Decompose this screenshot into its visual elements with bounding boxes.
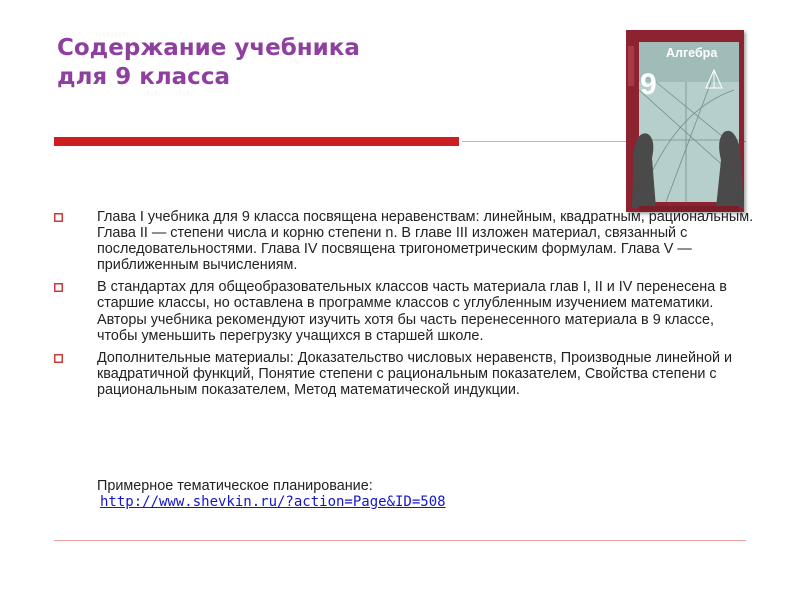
planning-label: Примерное тематическое планирование: xyxy=(97,478,373,494)
hollow-square-bullet-icon xyxy=(54,213,63,222)
title-line-1: Содержание учебника xyxy=(57,35,360,61)
list-item xyxy=(54,279,754,343)
list-item xyxy=(54,350,754,398)
list-item xyxy=(54,209,754,273)
slide-title xyxy=(57,34,477,92)
cover-subject-text: Алгебра xyxy=(666,46,718,60)
hollow-square-bullet-icon xyxy=(54,354,63,363)
cover-grade-text: 9 xyxy=(640,68,657,101)
list-item-text: Дополнительные материалы: Доказательство числовых неравенств, Производные линейной и квадратичной функций, Понятие степени с рациональным показателем, Свойства степени с рациональным показателем, Метод математической индукции. xyxy=(97,349,733,398)
title-accent-bar xyxy=(54,137,459,146)
list-item-text: В стандартах для общеобразовательных классов часть материала глав I, II и IV перенесена в старшие классы, но оставлена в программе классов с углубленным изучением математики. Авторы учебника рекомендуют изучить хотя бы часть перенесенного материала в 9 классе, чтобы уменьшить перегрузку учащихся в старшей школе. xyxy=(97,279,727,344)
planning-section xyxy=(97,478,446,510)
hollow-square-bullet-icon xyxy=(54,283,63,292)
planning-link[interactable]: http://www.shevkin.ru/?action=Page&ID=508 xyxy=(100,494,446,511)
textbook-cover-image xyxy=(626,30,744,212)
content-list xyxy=(54,209,754,404)
bottom-divider-line xyxy=(54,540,746,541)
title-line-2: для 9 класса xyxy=(57,64,230,90)
list-item-text: Глава I учебника для 9 класса посвящена неравенствам: линейным, квадратным, рациональным. Глава II — степени числа и корню степени n. В главе III изложен материал, связанный с последовательностями. Глава IV посвящена тригонометрическим формулам. Глава V — приближенным вычислениям. xyxy=(97,209,754,274)
